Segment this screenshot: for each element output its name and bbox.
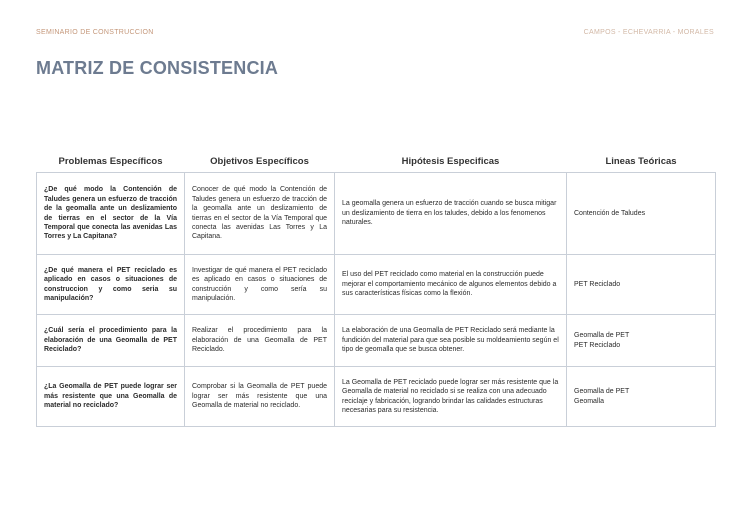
header-course-label: SEMINARIO DE CONSTRUCCION — [36, 29, 154, 36]
consistency-matrix-table — [36, 150, 716, 427]
column-header-lineas: Lineas Teóricas — [605, 155, 677, 167]
problema-cell: ¿De qué manera el PET reciclado es aplicado en casos o situaciones de construccion y como seria su manipulación? — [37, 255, 185, 315]
lineas-cell — [567, 255, 716, 315]
lineas-cell — [567, 367, 716, 427]
hipotesis-cell: La Geomalla de PET reciclado puede lograr ser más resistente que la Geomalla de material no reciclado si se realiza con una adecuado reciclaje y fabricación, logrando brindar las calidades estructuras necesarias para su resistencia. — [335, 367, 567, 427]
table-header-row — [37, 150, 716, 173]
linea-teorica: Contención de Taludes — [574, 209, 646, 217]
hipotesis-cell: La elaboración de una Geomalla de PET Reciclado será mediante la fundición del material para que sea posible su moldeamiento según el tipo de geomalla que se busca obtener. — [335, 315, 567, 367]
lineas-cell — [567, 315, 716, 367]
objetivo-cell: Conocer de qué modo la Contención de Taludes genera un esfuerzo de tracción de la geomalla ante un deslizamiento de tierras en el sector de la Vía Temporal que conecta las avenidas Las Torres y La Capitana. — [185, 173, 335, 255]
linea-teorica: PET Reciclado — [574, 280, 621, 288]
column-header-hipotesis: Hipótesis Especificas — [401, 155, 500, 167]
lineas-cell — [567, 173, 716, 255]
linea-teorica: Geomalla — [574, 397, 604, 405]
problema-cell: ¿La Geomalla de PET puede lograr ser más resistente que una Geomalla de material no reciclado? — [37, 367, 185, 427]
objetivo-cell: Realizar el procedimiento para la elaboración de una Geomalla de PET Reciclado. — [185, 315, 335, 367]
table-row — [37, 367, 716, 427]
objetivo-cell: Comprobar si la Geomalla de PET puede lograr ser más resistente que una Geomalla de material no reciclado. — [185, 367, 335, 427]
table-row — [37, 173, 716, 255]
problema-cell: ¿De qué modo la Contención de Taludes genera un esfuerzo de tracción de la geomalla ante un deslizamiento de tierras en el sector de la Vía Temporal que conecta las avenidas Las Torres y La Capitana? — [37, 173, 185, 255]
problema-cell: ¿Cuál sería el procedimiento para la elaboración de una Geomalla de PET Reciclado? — [37, 315, 185, 367]
table-row — [37, 255, 716, 315]
column-header-problemas: Problemas Específicos — [58, 155, 163, 167]
objetivo-cell: Investigar de qué manera el PET reciclado es aplicado en casos o situaciones de construcción y como sería su manipulación. — [185, 255, 335, 315]
header-authors-label: CAMPOS - ECHEVARRIA - MORALES — [583, 29, 714, 36]
linea-teorica: Geomalla de PET — [574, 388, 630, 396]
hipotesis-cell: La geomalla genera un esfuerzo de tracción cuando se busca mitigar un deslizamiento de tierra en los taludes, debido a los fenomenos naturales. — [335, 173, 567, 255]
column-header-objetivos: Objetivos Específicos — [210, 155, 309, 167]
linea-teorica: Geomalla de PET — [574, 332, 630, 340]
linea-teorica: PET Reciclado — [574, 341, 621, 349]
table-row — [37, 315, 716, 367]
page-title: MATRIZ DE CONSISTENCIA — [36, 58, 279, 78]
hipotesis-cell: El uso del PET reciclado como material en la construcción puede mejorar el comportamiento mecánico de algunos elementos debido a sus características físicas como la flexión. — [335, 255, 567, 315]
